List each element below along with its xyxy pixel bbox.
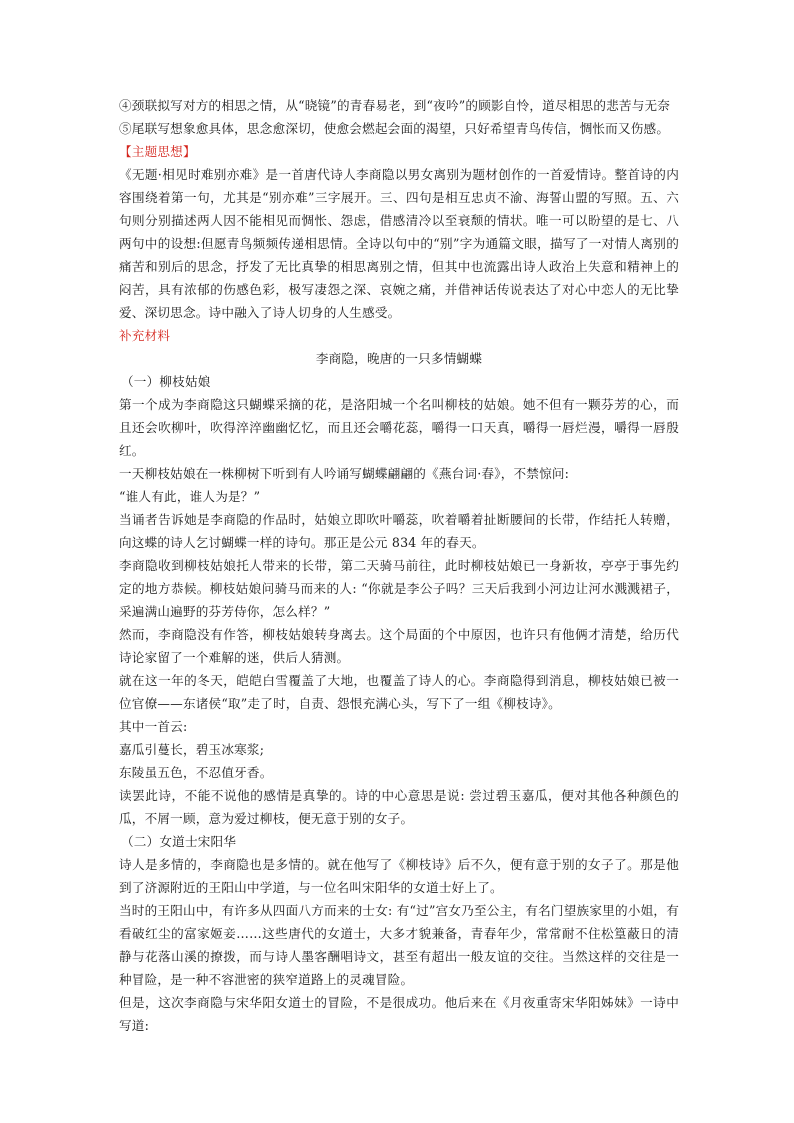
document-page [119, 94, 679, 1037]
section-1-heading: （一）柳枝姑娘 [121, 374, 211, 389]
paragraph: 读罢此诗，不能不说他的感情是真挚的。诗的中心意思是说: 尝过碧玉嘉瓜，便对其他各种颜色的瓜，不屑一顾，意为爱过柳枝，便无意于别的女子。 [119, 788, 679, 826]
paragraph: 就在这一年的冬天，皑皑白雪覆盖了大地，也覆盖了诗人的心。李商隐得到消息，柳枝姑娘已被一位官僚——东诸侯“取”走了时，自责、怨恨充满心头，写下了一组《柳枝诗》。 [119, 673, 679, 711]
theme-heading: 【主题思想】 [119, 144, 196, 159]
section-2-heading: （二）女道士宋阳华 [121, 834, 237, 849]
paragraph: 但是，这次李商隐与宋华阳女道士的冒险，不是很成功。他后来在《月夜重寄宋华阳姊妹》一诗中写道: [119, 995, 679, 1033]
paragraph: 其中一首云: [119, 719, 188, 734]
poem-line: 嘉瓜引蔓长，碧玉冰寒浆; [119, 742, 265, 757]
poem-line: 东陵虽五色，不忍值牙香。 [119, 765, 273, 780]
paragraph: 当时的王阳山中，有许多从四面八方而来的士女: 有“过”宫女乃至公主，有名门望族家里的小姐，有看破红尘的富家姬妾……这些唐代的女道士，大多才貌兼备，青春年少，常常耐不住松篁蔽日的清静与花落山溪的撩拨，而与诗人墨客酬唱诗文，甚至有超出一般友谊的交往。当然这样的交往是一种冒险，是一种不容泄密的狭窄道路上的灵魂冒险。 [119, 903, 679, 987]
paragraph: 一天柳枝姑娘在一株柳树下听到有人吟诵写蝴蝶翩翩的《燕台词·春》，不禁惊问: [119, 466, 570, 481]
analysis-line-5: ⑤尾联写想象愈具体，思念愈深切，使愈会燃起会面的渴望，只好希望青鸟传信，惆怅而又伤感。 [119, 121, 670, 136]
supplement-heading: 补充材料 [119, 328, 171, 343]
paragraph: 当诵者告诉她是李商隐的作品时，姑娘立即吹叶嚼蕊，吹着嚼着扯断腰间的长带，作结托人转赠，向这蝶的诗人乞讨蝴蝶一样的诗句。那正是公元 834 年的春天。 [119, 512, 679, 550]
paragraph: 李商隐收到柳枝姑娘托人带来的长带，第二天骑马前往，此时柳枝姑娘已一身新妆，亭亭于事先约定的地方恭候。柳枝姑娘问骑马而来的人: “你就是李公子吗？三天后我到小河边让河水溅溅裙子，采遍满山遍野的芬芳侍你，怎么样？” [119, 558, 679, 619]
quote-line: “谁人有此，谁人为是？” [119, 489, 261, 504]
supplement-title: 李商隐，晚唐的一只多情蝴蝶 [315, 351, 483, 366]
analysis-line-4: ④颈联拟写对方的相思之情，从“晓镜”的青春易老，到“夜吟”的顾影自怜，道尽相思的悲苦与无奈 [119, 98, 671, 113]
paragraph: 第一个成为李商隐这只蝴蝶采摘的花，是洛阳城一个名叫柳枝的姑娘。她不但有一颗芬芳的心，而且还会吹柳叶，吹得淬淬幽幽忆忆，而且还会嚼花蕊，嚼得一口天真，嚼得一唇烂漫，嚼得一唇殷红。 [119, 397, 679, 458]
theme-paragraph: 《无题·相见时难别亦难》是一首唐代诗人李商隐以男女离别为题材创作的一首爱情诗。整首诗的内容围绕着第一句，尤其是“别亦难”三字展开。三、四句是相互忠贞不渝、海誓山盟的写照。五、六句则分别描述两人因不能相见而惆怅、怨虑，借感清冷以至衰颓的情状。唯一可以盼望的是七、八两句中的设想:但愿青鸟频频传递相思情。全诗以句中的“别”字为通篇文眼，描写了一对情人离别的痛苦和别后的思念，抒发了无比真挚的相思离别之情，但其中也流露出诗人政治上失意和精神上的闷苦，具有浓郁的伤感色彩，极写凄怨之深、哀婉之痛，并借神话传说表达了对心中恋人的无比挚爱、深切思念。诗中融入了诗人切身的人生感受。 [119, 167, 679, 320]
paragraph: 然而，李商隐没有作答，柳枝姑娘转身离去。这个局面的个中原因，也许只有他俩才清楚，给历代诗论家留了一个难解的迷，供后人猜测。 [119, 627, 679, 665]
paragraph: 诗人是多情的，李商隐也是多情的。就在他写了《柳枝诗》后不久，便有意于别的女子了。那是他到了济源附近的王阳山中学道，与一位名叫宋阳华的女道士好上了。 [119, 857, 679, 895]
